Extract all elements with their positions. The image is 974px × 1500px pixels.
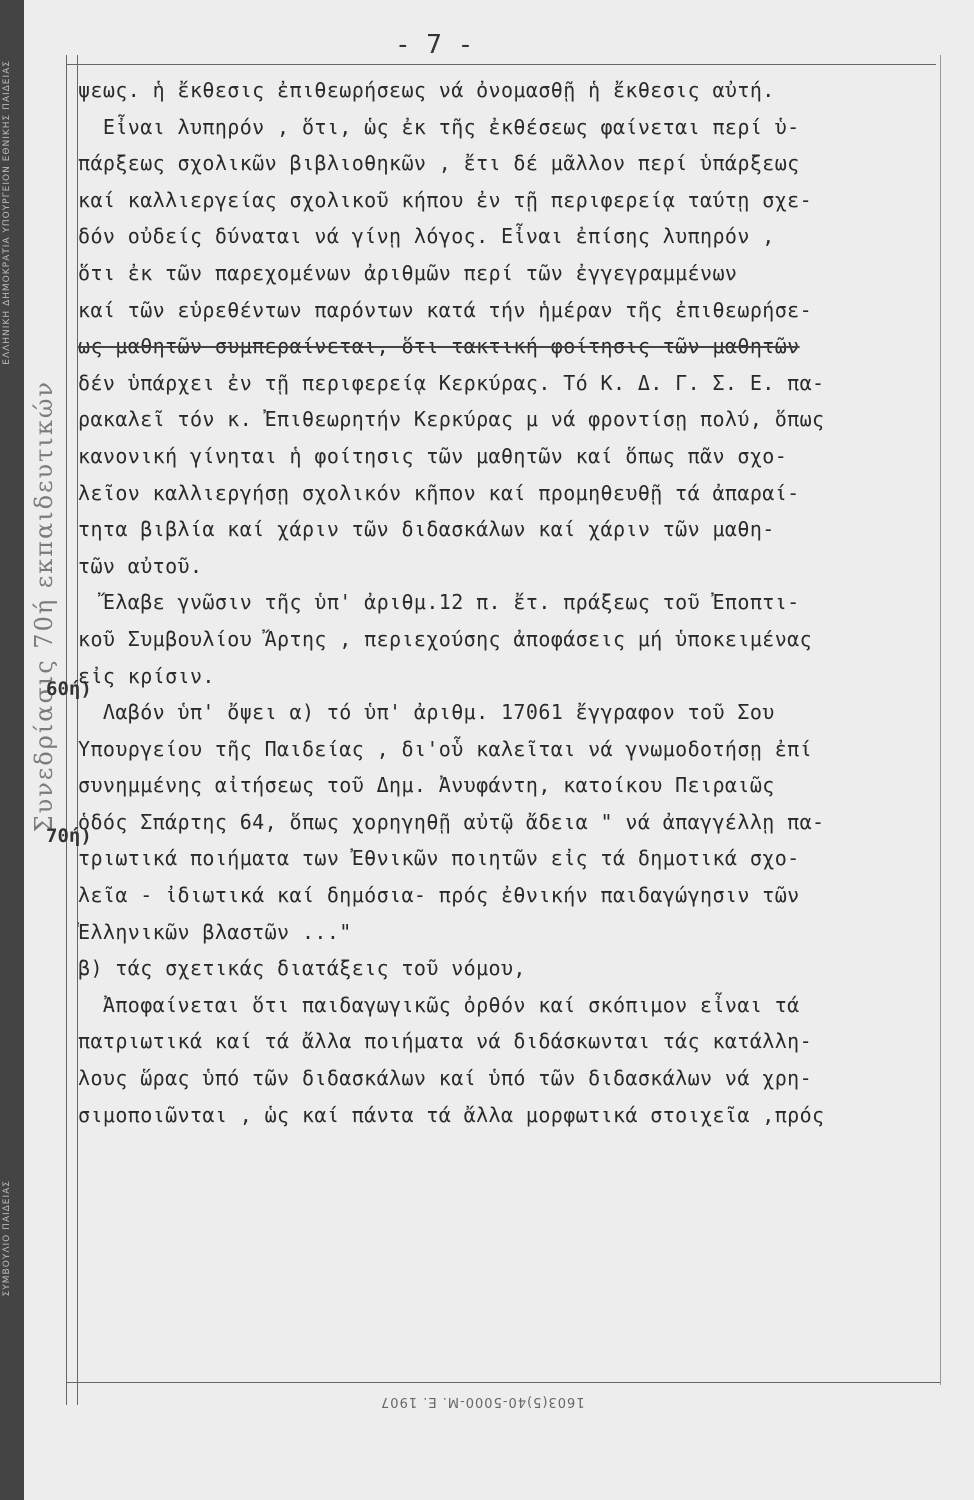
text-line: ρακαλεῖ τόν κ. Ἐπιθεωρητήν Κερκύρας μ νά φροντίσῃ πολύ, ὅπως xyxy=(78,407,825,432)
text-line: πάρξεως σχολικῶν βιβλιοθηκῶν , ἔτι δέ μᾶλλον περί ὑπάρξεως xyxy=(78,151,800,176)
text-line: τριωτικά ποιήματα των Ἐθνικῶν ποιητῶν εἰς τά δημοτικά σχο- xyxy=(78,846,800,871)
text-line: πατριωτικά καί τά ἄλλα ποιήματα νά διδάσκωνται τάς κατάλλη- xyxy=(78,1029,813,1054)
binding-label-top: ΕΛΛΗΝΙΚΗ ΔΗΜΟΚΡΑΤΙΑ ΥΠΟΥΡΓΕΙΟΝ ΕΘΝΙΚΗΣ ΠΑΙΔΕΙΑΣ xyxy=(2,60,12,365)
text-line: ψεως. ἡ ἔκθεσις ἐπιθεωρήσεως νά ὀνομασθῇ ἡ ἔκθεσις αὐτή. xyxy=(78,78,775,102)
text-line: δέν ὑπάρχει ἐν τῇ περιφερείᾳ Κερκύρας. Τό Κ. Δ. Γ. Σ. Ε. πα- xyxy=(78,370,825,395)
text-line: Λαβόν ὑπ' ὄψει α) τό ὑπ' ἀριθμ. 17061 ἔγγραφον τοῦ Σου xyxy=(78,700,775,725)
margin-rule-outer xyxy=(66,55,67,1405)
text-line: καί τῶν εὑρεθέντων παρόντων κατά τήν ἡμέραν τῆς ἐπιθεωρήσε- xyxy=(78,297,813,322)
item-number-70: 70ή) xyxy=(46,825,92,847)
text-line: Εἶναι λυπηρόν , ὅτι, ὡς ἐκ τῆς ἐκθέσεως φαίνεται περί ὑ- xyxy=(78,114,800,139)
margin-stamp: Συνεδρίασις 70ή εκπαιδευτικών xyxy=(30,380,58,833)
text-line: σιμοποιῶνται , ὡς καί πάντα τά ἄλλα μορφωτικά στοιχεῖα ,πρός xyxy=(78,1102,825,1127)
text-line: κανονική γίνηται ἡ φοίτησις τῶν μαθητῶν καί ὅπως πᾶν σχο- xyxy=(78,443,788,468)
right-margin-rule xyxy=(940,55,941,1385)
footer-print-mark: 1603(5)40-5000-Μ. Ε. 1907 xyxy=(380,1394,585,1409)
text-line: κοῦ Συμβουλίου Ἄρτης , περιεχούσης ἀποφάσεις μή ὑποκειμένας xyxy=(78,626,813,651)
text-line: συνημμένης αἰτήσεως τοῦ Δημ. Ἀνυφάντη, κατοίκου Πειραιῶς xyxy=(78,773,775,798)
text-line: λεῖον καλλιεργήσῃ σχολικόν κῆπον καί προμηθευθῇ τά ἀπαραί- xyxy=(78,480,800,505)
text-line-struck: ως μαθητῶν συμπεραίνεται, ὅτι τακτική φοίτησις τῶν μαθητῶν xyxy=(78,334,800,359)
text-line: Ὑπουργείου τῆς Παιδείας , δι'οὗ καλεῖται νά γνωμοδοτήσῃ ἐπί xyxy=(78,736,813,761)
top-rule xyxy=(66,64,936,65)
book-binding-strip xyxy=(0,0,24,1500)
text-line: λεῖα - ἰδιωτικά καί δημόσια- πρός ἐθνικήν παιδαγώγησιν τῶν xyxy=(78,883,800,908)
text-line: λους ὥρας ὑπό τῶν διδασκάλων καί ὑπό τῶν διδασκάλων νά χρη- xyxy=(78,1066,813,1091)
bottom-rule xyxy=(66,1382,940,1383)
text-line: β) τάς σχετικάς διατάξεις τοῦ νόμου, xyxy=(78,956,526,981)
text-line: δόν οὐδείς δύναται νά γίνῃ λόγος. Εἶναι ἐπίσης λυπηρόν , xyxy=(78,224,775,249)
binding-label-bottom: ΣΥΜΒΟΥΛΙΟ ΠΑΙΔΕΙΑΣ xyxy=(2,1180,12,1297)
text-line: Ἀποφαίνεται ὅτι παιδαγωγικῶς ὀρθόν καί σκόπιμον εἶναι τά xyxy=(78,992,800,1017)
typed-text-body xyxy=(78,72,938,1133)
item-number-60: 60ή) xyxy=(46,678,92,700)
text-line: ὁδός Σπάρτης 64, ὅπως χορηγηθῇ αὐτῷ ἄδεια " νά ἀπαγγέλλῃ πα- xyxy=(78,809,825,834)
text-line: καί καλλιεργείας σχολικοῦ κήπου ἐν τῇ περιφερείᾳ ταύτῃ σχε- xyxy=(78,187,813,212)
text-line: τητα βιβλία καί χάριν τῶν διδασκάλων καί χάριν τῶν μαθη- xyxy=(78,517,775,542)
text-line: ὅτι ἐκ τῶν παρεχομένων ἀριθμῶν περί τῶν ἐγγεγραμμένων xyxy=(78,260,738,285)
page-number: - 7 - xyxy=(395,30,474,60)
text-line: εἰς κρίσιν. xyxy=(78,663,215,688)
text-line: Ἔλαβε γνῶσιν τῆς ὑπ' ἀριθμ.12 π. ἔτ. πράξεως τοῦ Ἐποπτι- xyxy=(78,590,800,615)
text-line: τῶν αὐτοῦ. xyxy=(78,553,203,578)
text-line: Ἑλληνικῶν βλαστῶν ..." xyxy=(78,919,352,944)
